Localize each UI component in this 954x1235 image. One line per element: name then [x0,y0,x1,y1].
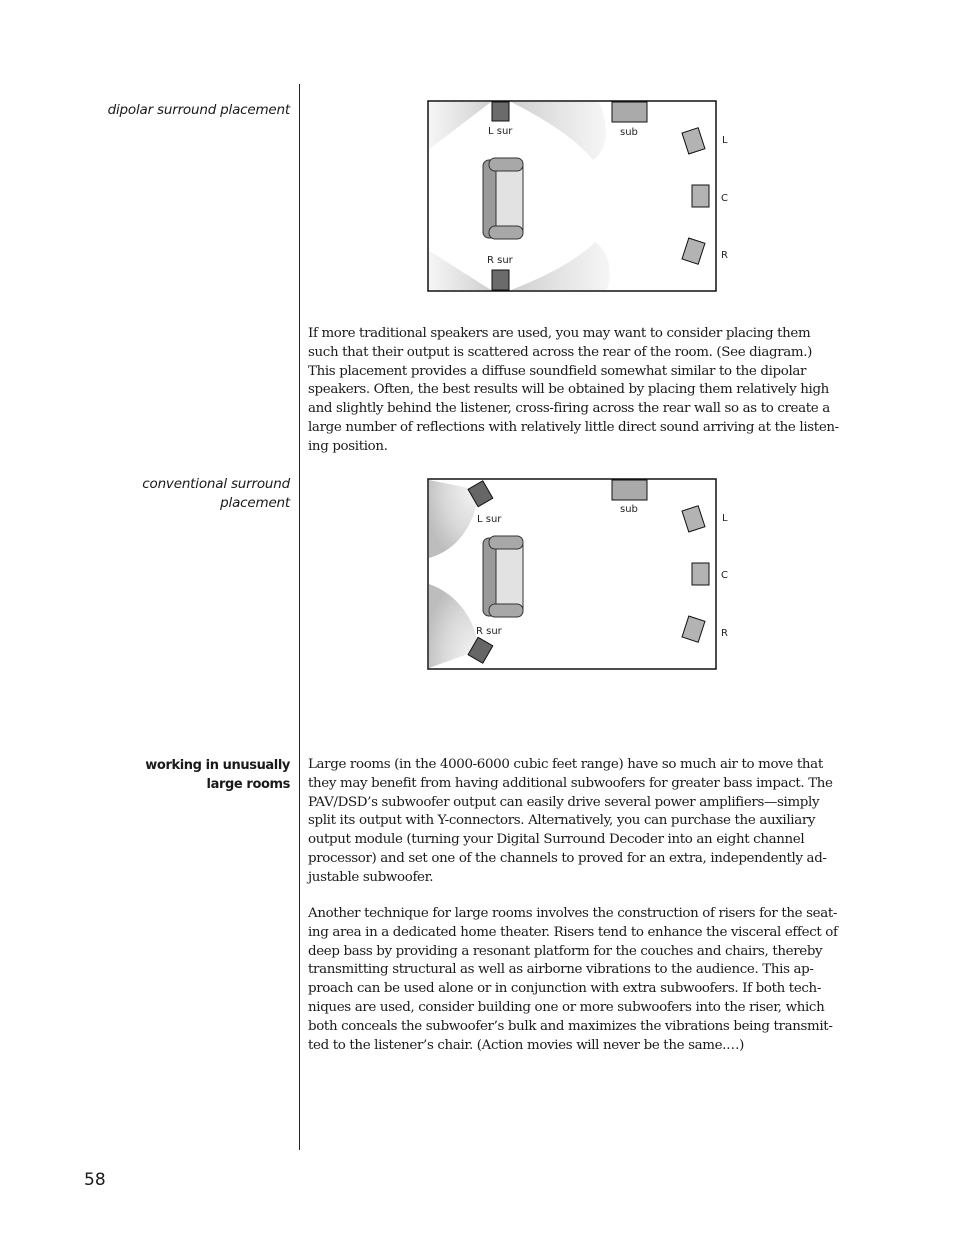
rsur-speaker-icon [492,270,509,290]
sub-speaker-icon [612,102,647,122]
couch-arm-bottom-icon-conventional [489,604,523,617]
paragraph-risers: Another technique for large rooms involves the construction of risers for the seat- ing area in a dedicated home theater. Risers tend to enhance the visceral effect of deep bass by providing a resonant platform for the couches and chairs, thereby transmitting structural as well as airborne vibrations to the audience. This ap- proach can be used alone or in conjunction with extra subwoofers. If both tech- niques are used, consider building one or more subwoofers into the riser, which both conceals the subwoofer’s bulk and maximizes the vibrations being transmit- ted to the listener’s chair. (Action movies will never be the same.…) [308,906,838,1053]
rsur-left-beam [428,250,491,290]
dipolar-diagram-svg [427,100,747,295]
dipolar-placement-diagram [427,100,747,295]
center-speaker-icon-conventional [692,563,709,585]
lsur-right-beam [511,102,606,160]
left-speaker-icon [682,128,705,154]
sub-label: sub [620,127,638,138]
heading-conventional-line1: conventional surround [142,476,290,492]
right-speaker-icon [682,238,705,264]
right-speaker-icon-conventional [682,616,705,642]
lsur-left-beam [428,102,491,150]
sub-speaker-icon-conventional [612,480,647,500]
lsur-label: L sur [488,126,513,137]
couch-arm-top-icon-conventional [489,536,523,549]
conventional-placement-diagram [427,478,747,673]
l-label-conventional: L [722,513,728,524]
paragraph-large-rooms: Large rooms (in the 4000-6000 cubic feet range) have so much air to move that they may benefit from having additional subwoofers for greater bass impact. The PAV/DSD’s subwoofer output can easily drive several power amplifiers—simply split its output with Y-connectors. Alternatively, you can purchase the auxiliary output module (turning your Digital Surround Decoder into an eight channel processor) and set one of the channels to proved for an extra, independently ad- justable subwoofer. [308,757,833,885]
rsur-label-conventional: R sur [476,626,502,637]
conventional-diagram-svg [427,478,747,673]
r-label-conventional: R [721,628,728,639]
page-number: 58 [84,1170,106,1190]
heading-large-rooms-line1: working in unusually [145,758,290,773]
c-label-conventional: C [721,570,728,581]
left-speaker-icon-conventional [682,506,705,532]
center-speaker-icon [692,185,709,207]
couch-arm-bottom-icon [489,226,523,239]
heading-large-rooms [145,756,290,794]
paragraph-traditional-speakers: If more traditional speakers are used, you may want to consider placing them such that their output is scattered across the rear of the room. (See diagram.) This placement provides a diffuse soundfield somewhat similar to the dipolar speakers. Often, the best results will be obtained by placing them relatively high and slightly behind the listener, cross-firing across the rear wall so as to create a large number of reflections with relatively little direct sound arriving at the listen- ing position. [308,326,839,454]
rsur-label: R sur [487,255,513,266]
heading-conventional-line2: placement [220,495,290,511]
heading-conventional-surround [142,475,290,513]
lsur-speaker-icon [492,102,509,121]
c-label: C [721,193,728,204]
margin-divider-rule [299,84,300,1150]
rsur-right-beam [511,242,610,290]
heading-dipolar-surround [108,101,290,120]
lsur-label-conventional: L sur [477,514,502,525]
heading-dipolar-text: dipolar surround placement [107,102,290,118]
l-label: L [722,135,728,146]
r-label: R [721,250,728,261]
sub-label-conventional: sub [620,504,638,515]
couch-arm-top-icon [489,158,523,171]
heading-large-rooms-line2: large rooms [206,777,290,792]
